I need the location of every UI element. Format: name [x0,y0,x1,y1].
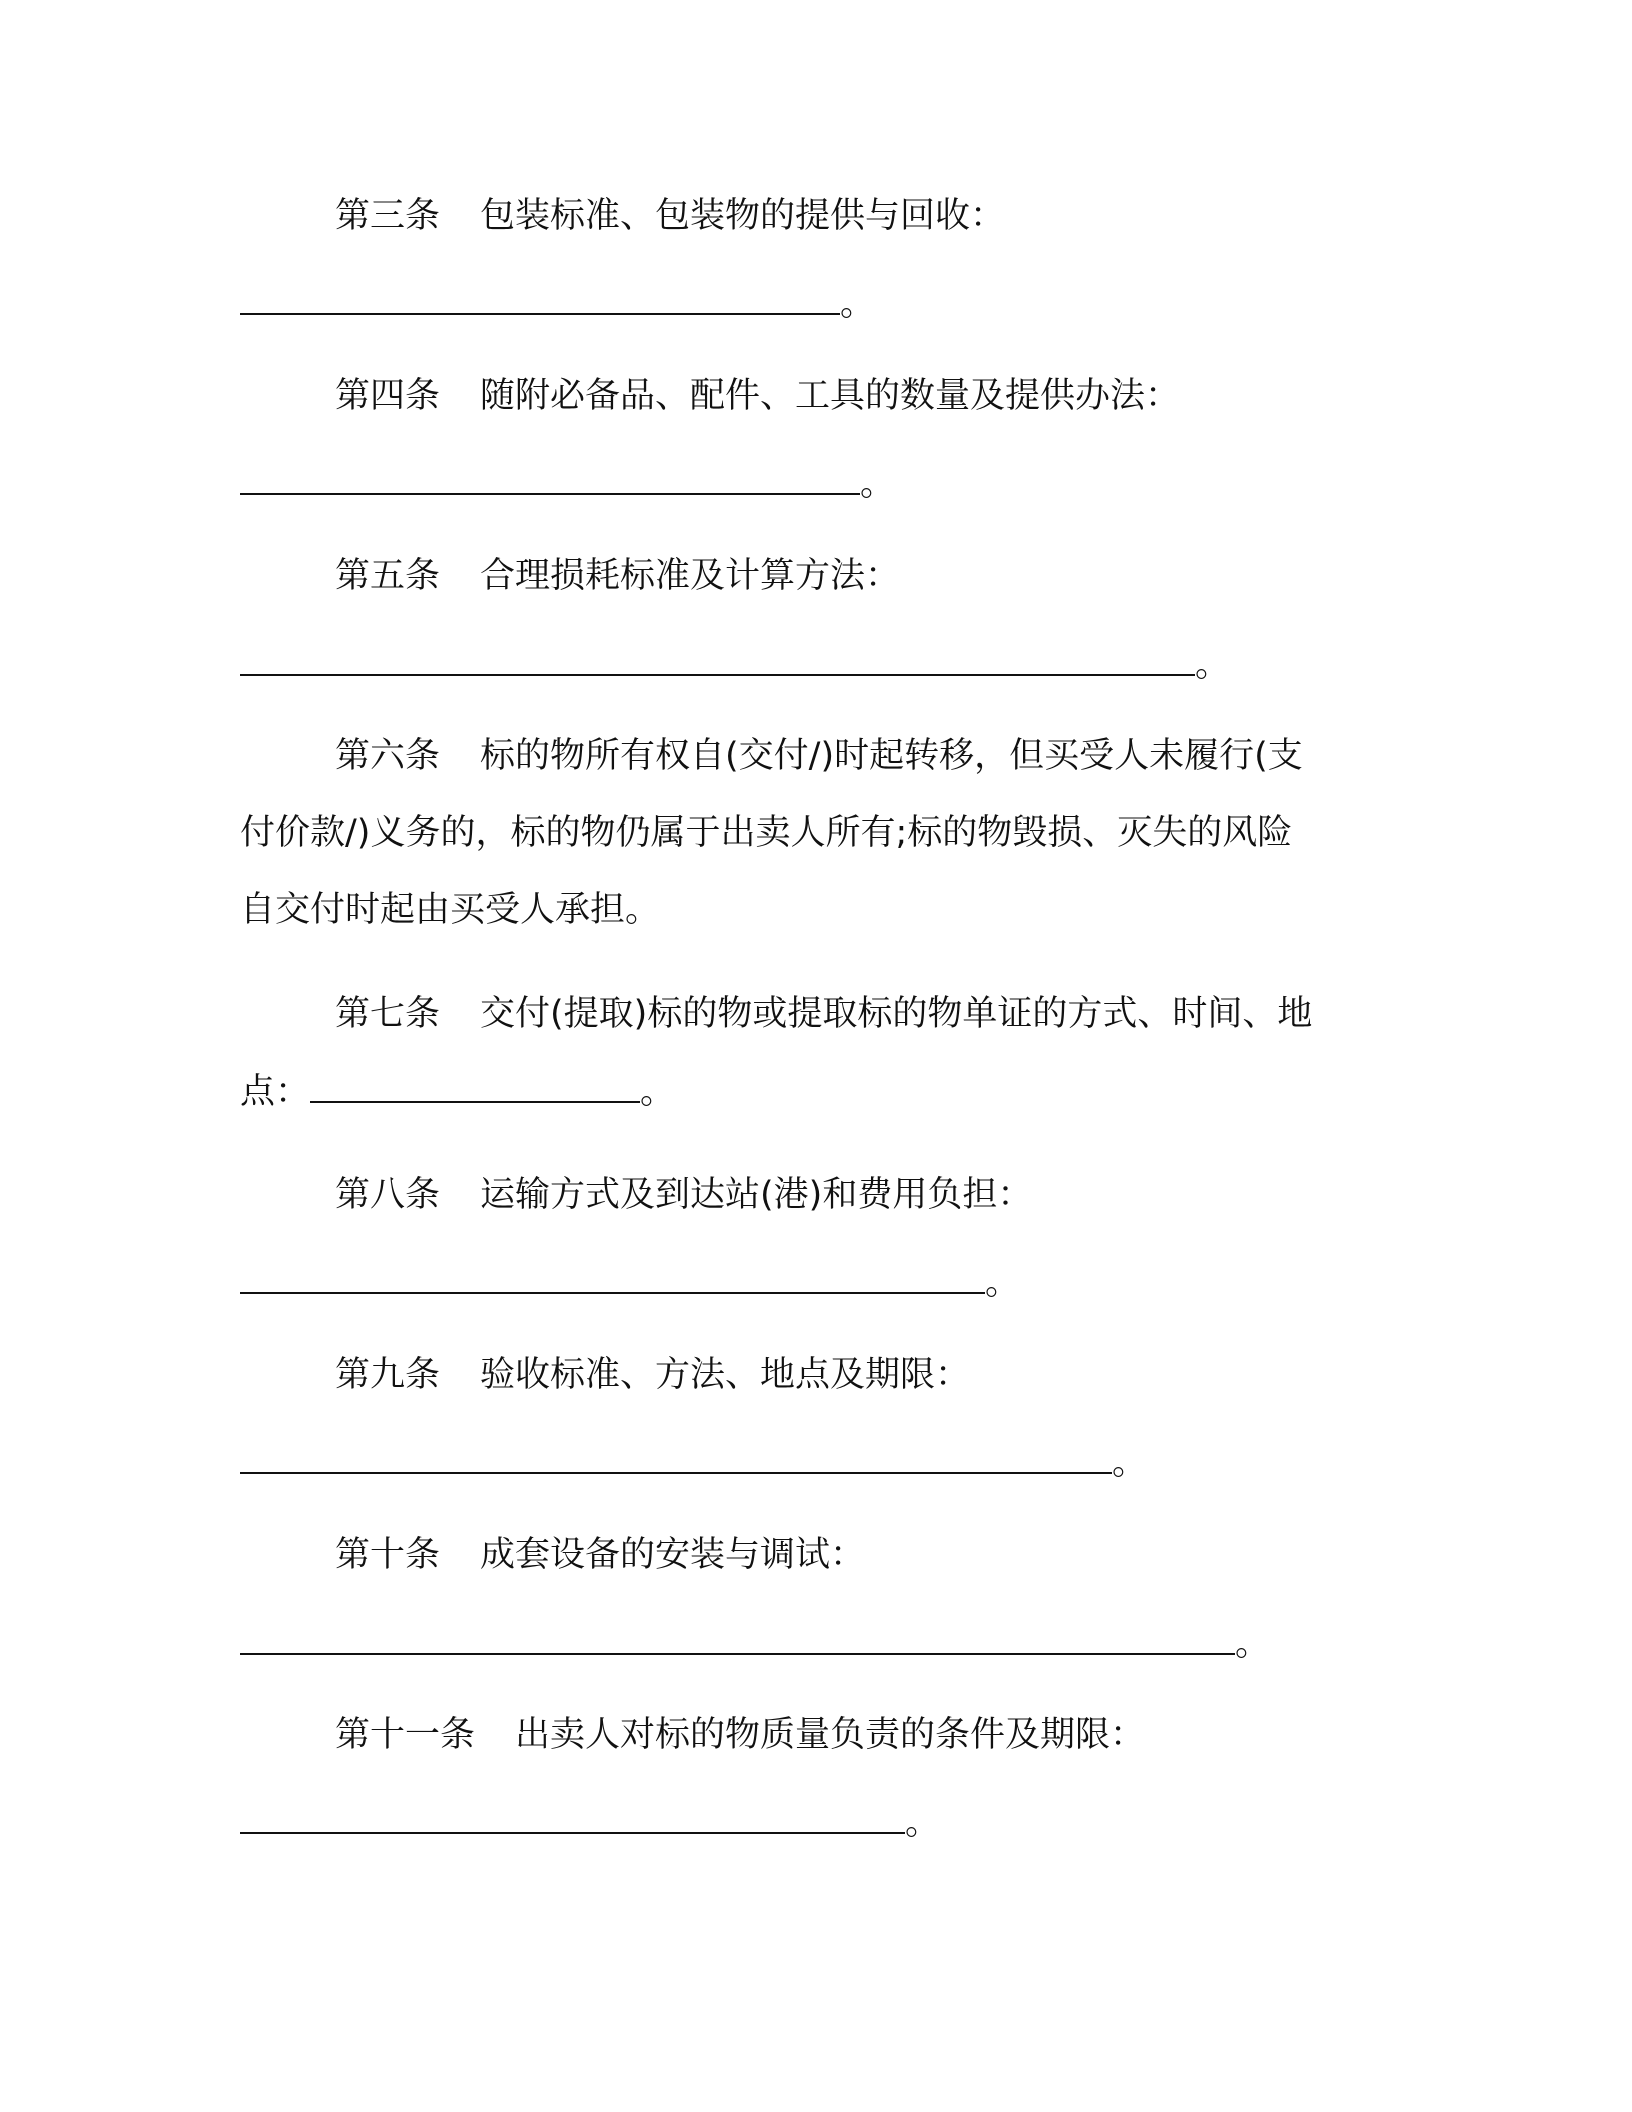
fill-in-blank[interactable] [240,287,840,315]
article-number: 第七条 [335,994,441,1034]
period-mark: 。 [985,1263,1021,1303]
article-number: 第六条 [335,736,441,776]
article-7-line-1 [335,992,1312,1036]
article-title: 出卖人对标的物质量负责的条件及期限： [515,1715,1146,1755]
article-number: 第三条 [335,196,441,236]
period-mark: 。 [860,464,896,504]
article-4-heading [335,374,1180,418]
article-title: 验收标准、方法、地点及期限： [480,1355,971,1395]
article-3-blank-line [240,282,875,326]
article-5-heading [335,554,900,598]
article-title: 包装标准、包装物的提供与回收： [480,196,1006,236]
article-title: 运输方式及到达站(港)和费用负担： [480,1175,1033,1215]
fill-in-blank[interactable] [240,1266,985,1294]
period-mark: 。 [905,1803,941,1843]
fill-in-blank[interactable] [240,1627,1235,1655]
article-text: 标的物所有权自(交付/)时起转移，但买受人未履行(支 [480,736,1303,776]
period-mark: 。 [1235,1624,1271,1664]
article-text: 自交付时起由买受人承担。 [240,890,661,930]
article-10-blank-line [240,1622,1270,1666]
article-number: 第九条 [335,1355,441,1395]
fill-in-blank[interactable] [240,1446,1112,1474]
article-8-blank-line [240,1261,1020,1305]
article-text: 交付(提取)标的物或提取标的物单证的方式、时间、地 [480,994,1313,1034]
article-10-heading [335,1533,865,1577]
article-number: 第八条 [335,1175,441,1215]
article-title: 成套设备的安装与调试： [480,1535,866,1575]
article-8-heading [335,1173,1032,1217]
article-6-line-2 [240,811,1292,855]
article-5-blank-line [240,643,1230,687]
fill-in-blank[interactable] [240,467,860,495]
article-title: 合理损耗标准及计算方法： [480,556,901,596]
article-11-blank-line [240,1801,940,1845]
article-11-heading [335,1713,1145,1757]
article-title: 随附必备品、配件、工具的数量及提供办法： [480,376,1181,416]
article-number: 第五条 [335,556,441,596]
period-mark: 。 [640,1072,676,1112]
article-9-heading [335,1353,970,1397]
article-text: 付价款/)义务的，标的物仍属于出卖人所有;标的物毁损、灭失的风险 [240,813,1293,853]
article-4-blank-line [240,462,895,506]
article-7-line-2 [240,1070,675,1114]
article-text: 点： [240,1072,311,1112]
fill-in-blank[interactable] [240,1806,905,1834]
article-6-line-3 [240,888,660,932]
article-3-heading [335,194,1005,238]
article-number: 第十条 [335,1535,441,1575]
article-6-line-1 [335,734,1303,778]
period-mark: 。 [840,284,876,324]
fill-in-blank[interactable] [310,1075,640,1103]
article-number: 第十一条 [335,1715,476,1755]
fill-in-blank[interactable] [240,648,1195,676]
article-number: 第四条 [335,376,441,416]
period-mark: 。 [1112,1443,1148,1483]
article-9-blank-line [240,1441,1147,1485]
period-mark: 。 [1195,645,1231,685]
